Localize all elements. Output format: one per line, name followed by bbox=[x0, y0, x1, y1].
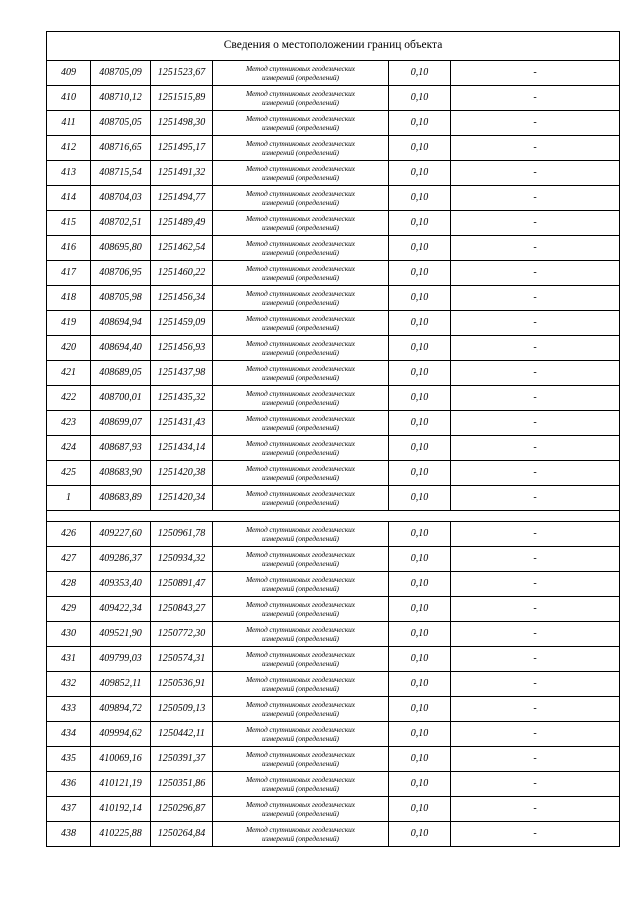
method-line-2: измерений (определений) bbox=[262, 634, 339, 643]
method-line-2: измерений (определений) bbox=[262, 398, 339, 407]
x-coordinate-cell: 408695,80 bbox=[91, 236, 151, 261]
y-coordinate-cell: 1251460,22 bbox=[151, 261, 213, 286]
accuracy-cell: 0,10 bbox=[389, 772, 451, 797]
point-number-cell: 418 bbox=[47, 286, 91, 311]
description-cell: - bbox=[451, 386, 620, 411]
method-line-2: измерений (определений) bbox=[262, 759, 339, 768]
description-cell: - bbox=[451, 486, 620, 511]
x-coordinate-cell: 408716,65 bbox=[91, 136, 151, 161]
method-line-1: Метод спутниковых геодезических bbox=[245, 549, 356, 559]
point-number-cell: 421 bbox=[47, 361, 91, 386]
accuracy-cell: 0,10 bbox=[389, 461, 451, 486]
point-number-cell: 415 bbox=[47, 211, 91, 236]
method-cell bbox=[213, 361, 389, 386]
boundary-coordinates-sheet bbox=[46, 31, 619, 847]
y-coordinate-cell: 1251515,89 bbox=[151, 86, 213, 111]
x-coordinate-cell: 408705,09 bbox=[91, 61, 151, 86]
method-line-2: измерений (определений) bbox=[262, 148, 339, 157]
method-line-2: измерений (определений) bbox=[262, 659, 339, 668]
y-coordinate-cell: 1251431,43 bbox=[151, 411, 213, 436]
accuracy-cell: 0,10 bbox=[389, 311, 451, 336]
y-coordinate-cell: 1250536,91 bbox=[151, 672, 213, 697]
method-line-1: Метод спутниковых геодезических bbox=[245, 624, 356, 634]
x-coordinate-cell: 410192,14 bbox=[91, 797, 151, 822]
y-coordinate-cell: 1251435,32 bbox=[151, 386, 213, 411]
description-cell: - bbox=[451, 61, 620, 86]
method-cell bbox=[213, 772, 389, 797]
table-row bbox=[47, 336, 620, 361]
method-cell bbox=[213, 461, 389, 486]
method-cell bbox=[213, 111, 389, 136]
table-row bbox=[47, 547, 620, 572]
table-row bbox=[47, 286, 620, 311]
accuracy-cell: 0,10 bbox=[389, 486, 451, 511]
x-coordinate-cell: 409894,72 bbox=[91, 697, 151, 722]
accuracy-cell: 0,10 bbox=[389, 597, 451, 622]
description-cell: - bbox=[451, 547, 620, 572]
y-coordinate-cell: 1251523,67 bbox=[151, 61, 213, 86]
x-coordinate-cell: 408694,40 bbox=[91, 336, 151, 361]
method-line-1: Метод спутниковых геодезических bbox=[245, 438, 356, 448]
method-line-1: Метод спутниковых геодезических bbox=[245, 749, 356, 759]
method-line-1: Метод спутниковых геодезических bbox=[245, 163, 356, 173]
accuracy-cell: 0,10 bbox=[389, 211, 451, 236]
point-number-cell: 426 bbox=[47, 522, 91, 547]
y-coordinate-cell: 1250574,31 bbox=[151, 647, 213, 672]
table-row bbox=[47, 361, 620, 386]
method-line-2: измерений (определений) bbox=[262, 834, 339, 843]
y-coordinate-cell: 1250961,78 bbox=[151, 522, 213, 547]
method-line-1: Метод спутниковых геодезических bbox=[245, 524, 356, 534]
method-cell bbox=[213, 672, 389, 697]
method-cell bbox=[213, 697, 389, 722]
description-cell: - bbox=[451, 336, 620, 361]
method-line-2: измерений (определений) bbox=[262, 348, 339, 357]
x-coordinate-cell: 408706,95 bbox=[91, 261, 151, 286]
description-cell: - bbox=[451, 136, 620, 161]
method-cell bbox=[213, 261, 389, 286]
method-line-2: измерений (определений) bbox=[262, 809, 339, 818]
method-line-2: измерений (определений) bbox=[262, 448, 339, 457]
method-line-2: измерений (определений) bbox=[262, 298, 339, 307]
method-cell bbox=[213, 211, 389, 236]
point-number-cell: 410 bbox=[47, 86, 91, 111]
table-row bbox=[47, 522, 620, 547]
table-row bbox=[47, 411, 620, 436]
method-cell bbox=[213, 136, 389, 161]
y-coordinate-cell: 1250772,30 bbox=[151, 622, 213, 647]
table-row bbox=[47, 697, 620, 722]
method-line-1: Метод спутниковых геодезических bbox=[245, 238, 356, 248]
method-line-2: измерений (определений) bbox=[262, 473, 339, 482]
description-cell: - bbox=[451, 747, 620, 772]
y-coordinate-cell: 1251495,17 bbox=[151, 136, 213, 161]
method-line-1: Метод спутниковых геодезических bbox=[245, 649, 356, 659]
method-line-2: измерений (определений) bbox=[262, 123, 339, 132]
accuracy-cell: 0,10 bbox=[389, 672, 451, 697]
y-coordinate-cell: 1251498,30 bbox=[151, 111, 213, 136]
description-cell: - bbox=[451, 572, 620, 597]
x-coordinate-cell: 409994,62 bbox=[91, 722, 151, 747]
table-row bbox=[47, 461, 620, 486]
table-row bbox=[47, 436, 620, 461]
method-cell bbox=[213, 286, 389, 311]
method-cell bbox=[213, 336, 389, 361]
method-cell bbox=[213, 386, 389, 411]
point-number-cell: 435 bbox=[47, 747, 91, 772]
x-coordinate-cell: 408689,05 bbox=[91, 361, 151, 386]
method-cell bbox=[213, 436, 389, 461]
y-coordinate-cell: 1251420,34 bbox=[151, 486, 213, 511]
method-line-1: Метод спутниковых геодезических bbox=[245, 263, 356, 273]
y-coordinate-cell: 1251491,32 bbox=[151, 161, 213, 186]
method-line-1: Метод спутниковых геодезических bbox=[245, 724, 356, 734]
method-line-2: измерений (определений) bbox=[262, 584, 339, 593]
table-row bbox=[47, 161, 620, 186]
table-row bbox=[47, 386, 620, 411]
description-cell: - bbox=[451, 311, 620, 336]
x-coordinate-cell: 408705,98 bbox=[91, 286, 151, 311]
x-coordinate-cell: 408683,89 bbox=[91, 486, 151, 511]
method-line-1: Метод спутниковых геодезических bbox=[245, 799, 356, 809]
accuracy-cell: 0,10 bbox=[389, 136, 451, 161]
point-number-cell: 424 bbox=[47, 436, 91, 461]
point-number-cell: 413 bbox=[47, 161, 91, 186]
point-number-cell: 431 bbox=[47, 647, 91, 672]
method-line-2: измерений (определений) bbox=[262, 273, 339, 282]
accuracy-cell: 0,10 bbox=[389, 747, 451, 772]
method-line-2: измерений (определений) bbox=[262, 534, 339, 543]
y-coordinate-cell: 1251456,93 bbox=[151, 336, 213, 361]
method-line-2: измерений (определений) bbox=[262, 73, 339, 82]
method-line-1: Метод спутниковых геодезических bbox=[245, 188, 356, 198]
point-number-cell: 433 bbox=[47, 697, 91, 722]
method-line-1: Метод спутниковых геодезических bbox=[245, 674, 356, 684]
point-number-cell: 423 bbox=[47, 411, 91, 436]
x-coordinate-cell: 409286,37 bbox=[91, 547, 151, 572]
accuracy-cell: 0,10 bbox=[389, 622, 451, 647]
x-coordinate-cell: 409422,34 bbox=[91, 597, 151, 622]
description-cell: - bbox=[451, 161, 620, 186]
method-cell bbox=[213, 86, 389, 111]
table-row bbox=[47, 747, 620, 772]
x-coordinate-cell: 408700,01 bbox=[91, 386, 151, 411]
table-body bbox=[47, 32, 620, 847]
y-coordinate-cell: 1251456,34 bbox=[151, 286, 213, 311]
point-number-cell: 416 bbox=[47, 236, 91, 261]
y-coordinate-cell: 1251459,09 bbox=[151, 311, 213, 336]
method-cell bbox=[213, 311, 389, 336]
description-cell: - bbox=[451, 261, 620, 286]
description-cell: - bbox=[451, 361, 620, 386]
method-cell bbox=[213, 822, 389, 847]
table-row bbox=[47, 211, 620, 236]
method-cell bbox=[213, 572, 389, 597]
method-cell bbox=[213, 722, 389, 747]
description-cell: - bbox=[451, 597, 620, 622]
description-cell: - bbox=[451, 436, 620, 461]
table-row bbox=[47, 486, 620, 511]
point-number-cell: 417 bbox=[47, 261, 91, 286]
y-coordinate-cell: 1250296,87 bbox=[151, 797, 213, 822]
description-cell: - bbox=[451, 411, 620, 436]
description-cell: - bbox=[451, 697, 620, 722]
boundary-coordinates-table bbox=[46, 31, 620, 847]
table-row bbox=[47, 111, 620, 136]
accuracy-cell: 0,10 bbox=[389, 522, 451, 547]
y-coordinate-cell: 1250442,11 bbox=[151, 722, 213, 747]
x-coordinate-cell: 410121,19 bbox=[91, 772, 151, 797]
method-line-1: Метод спутниковых геодезических bbox=[245, 488, 356, 498]
accuracy-cell: 0,10 bbox=[389, 161, 451, 186]
description-cell: - bbox=[451, 622, 620, 647]
method-line-1: Метод спутниковых геодезических bbox=[245, 388, 356, 398]
method-cell bbox=[213, 161, 389, 186]
point-number-cell: 414 bbox=[47, 186, 91, 211]
method-line-1: Метод спутниковых геодезических bbox=[245, 574, 356, 584]
table-title: Сведения о местоположении границ объекта bbox=[47, 32, 620, 61]
accuracy-cell: 0,10 bbox=[389, 697, 451, 722]
method-line-2: измерений (определений) bbox=[262, 98, 339, 107]
method-cell bbox=[213, 797, 389, 822]
y-coordinate-cell: 1250391,37 bbox=[151, 747, 213, 772]
method-cell bbox=[213, 622, 389, 647]
description-cell: - bbox=[451, 672, 620, 697]
y-coordinate-cell: 1251462,54 bbox=[151, 236, 213, 261]
description-cell: - bbox=[451, 797, 620, 822]
table-row bbox=[47, 797, 620, 822]
method-line-1: Метод спутниковых геодезических bbox=[245, 599, 356, 609]
table-row bbox=[47, 311, 620, 336]
accuracy-cell: 0,10 bbox=[389, 411, 451, 436]
point-number-cell: 420 bbox=[47, 336, 91, 361]
group-separator-row bbox=[47, 511, 620, 522]
y-coordinate-cell: 1251494,77 bbox=[151, 186, 213, 211]
method-line-1: Метод спутниковых геодезических bbox=[245, 699, 356, 709]
description-cell: - bbox=[451, 772, 620, 797]
method-cell bbox=[213, 547, 389, 572]
accuracy-cell: 0,10 bbox=[389, 336, 451, 361]
method-line-2: измерений (определений) bbox=[262, 423, 339, 432]
table-row bbox=[47, 722, 620, 747]
method-line-2: измерений (определений) bbox=[262, 784, 339, 793]
x-coordinate-cell: 408715,54 bbox=[91, 161, 151, 186]
table-row bbox=[47, 672, 620, 697]
accuracy-cell: 0,10 bbox=[389, 86, 451, 111]
x-coordinate-cell: 410225,88 bbox=[91, 822, 151, 847]
accuracy-cell: 0,10 bbox=[389, 61, 451, 86]
table-row bbox=[47, 136, 620, 161]
point-number-cell: 437 bbox=[47, 797, 91, 822]
x-coordinate-cell: 409521,90 bbox=[91, 622, 151, 647]
table-row bbox=[47, 822, 620, 847]
point-number-cell: 434 bbox=[47, 722, 91, 747]
method-line-2: измерений (определений) bbox=[262, 373, 339, 382]
point-number-cell: 432 bbox=[47, 672, 91, 697]
x-coordinate-cell: 409799,03 bbox=[91, 647, 151, 672]
y-coordinate-cell: 1250509,13 bbox=[151, 697, 213, 722]
method-line-2: измерений (определений) bbox=[262, 498, 339, 507]
description-cell: - bbox=[451, 111, 620, 136]
accuracy-cell: 0,10 bbox=[389, 547, 451, 572]
method-line-2: измерений (определений) bbox=[262, 609, 339, 618]
method-line-1: Метод спутниковых геодезических bbox=[245, 463, 356, 473]
method-line-1: Метод спутниковых геодезических bbox=[245, 63, 356, 73]
table-row bbox=[47, 622, 620, 647]
point-number-cell: 429 bbox=[47, 597, 91, 622]
point-number-cell: 425 bbox=[47, 461, 91, 486]
accuracy-cell: 0,10 bbox=[389, 111, 451, 136]
accuracy-cell: 0,10 bbox=[389, 572, 451, 597]
description-cell: - bbox=[451, 522, 620, 547]
description-cell: - bbox=[451, 722, 620, 747]
x-coordinate-cell: 408702,51 bbox=[91, 211, 151, 236]
method-line-1: Метод спутниковых геодезических bbox=[245, 774, 356, 784]
method-cell bbox=[213, 597, 389, 622]
x-coordinate-cell: 408705,05 bbox=[91, 111, 151, 136]
accuracy-cell: 0,10 bbox=[389, 186, 451, 211]
point-number-cell: 430 bbox=[47, 622, 91, 647]
x-coordinate-cell: 409852,11 bbox=[91, 672, 151, 697]
method-cell bbox=[213, 747, 389, 772]
table-row bbox=[47, 186, 620, 211]
method-line-2: измерений (определений) bbox=[262, 248, 339, 257]
accuracy-cell: 0,10 bbox=[389, 361, 451, 386]
x-coordinate-cell: 408687,93 bbox=[91, 436, 151, 461]
y-coordinate-cell: 1251437,98 bbox=[151, 361, 213, 386]
description-cell: - bbox=[451, 822, 620, 847]
accuracy-cell: 0,10 bbox=[389, 722, 451, 747]
x-coordinate-cell: 408710,12 bbox=[91, 86, 151, 111]
table-row bbox=[47, 772, 620, 797]
x-coordinate-cell: 408699,07 bbox=[91, 411, 151, 436]
method-line-1: Метод спутниковых геодезических bbox=[245, 413, 356, 423]
y-coordinate-cell: 1251434,14 bbox=[151, 436, 213, 461]
point-number-cell: 428 bbox=[47, 572, 91, 597]
point-number-cell: 412 bbox=[47, 136, 91, 161]
method-line-1: Метод спутниковых геодезических bbox=[245, 363, 356, 373]
method-line-1: Метод спутниковых геодезических bbox=[245, 288, 356, 298]
table-title-row bbox=[47, 32, 620, 61]
table-row bbox=[47, 572, 620, 597]
point-number-cell: 411 bbox=[47, 111, 91, 136]
y-coordinate-cell: 1250843,27 bbox=[151, 597, 213, 622]
method-line-2: измерений (определений) bbox=[262, 223, 339, 232]
method-line-2: измерений (определений) bbox=[262, 734, 339, 743]
method-cell bbox=[213, 647, 389, 672]
accuracy-cell: 0,10 bbox=[389, 436, 451, 461]
accuracy-cell: 0,10 bbox=[389, 797, 451, 822]
method-line-2: измерений (определений) bbox=[262, 559, 339, 568]
accuracy-cell: 0,10 bbox=[389, 647, 451, 672]
method-cell bbox=[213, 61, 389, 86]
point-number-cell: 427 bbox=[47, 547, 91, 572]
table-row bbox=[47, 86, 620, 111]
method-line-2: измерений (определений) bbox=[262, 684, 339, 693]
x-coordinate-cell: 410069,16 bbox=[91, 747, 151, 772]
x-coordinate-cell: 408683,90 bbox=[91, 461, 151, 486]
accuracy-cell: 0,10 bbox=[389, 261, 451, 286]
description-cell: - bbox=[451, 186, 620, 211]
description-cell: - bbox=[451, 236, 620, 261]
point-number-cell: 1 bbox=[47, 486, 91, 511]
group-separator bbox=[47, 511, 620, 522]
method-line-1: Метод спутниковых геодезических bbox=[245, 824, 356, 834]
description-cell: - bbox=[451, 86, 620, 111]
method-line-1: Метод спутниковых геодезических bbox=[245, 113, 356, 123]
method-line-1: Метод спутниковых геодезических bbox=[245, 338, 356, 348]
method-line-1: Метод спутниковых геодезических bbox=[245, 213, 356, 223]
method-line-1: Метод спутниковых геодезических bbox=[245, 88, 356, 98]
method-cell bbox=[213, 186, 389, 211]
description-cell: - bbox=[451, 211, 620, 236]
description-cell: - bbox=[451, 647, 620, 672]
method-line-2: измерений (определений) bbox=[262, 709, 339, 718]
table-row bbox=[47, 647, 620, 672]
x-coordinate-cell: 409227,60 bbox=[91, 522, 151, 547]
table-row bbox=[47, 597, 620, 622]
method-line-2: измерений (определений) bbox=[262, 323, 339, 332]
y-coordinate-cell: 1250264,84 bbox=[151, 822, 213, 847]
description-cell: - bbox=[451, 286, 620, 311]
point-number-cell: 419 bbox=[47, 311, 91, 336]
method-cell bbox=[213, 411, 389, 436]
point-number-cell: 409 bbox=[47, 61, 91, 86]
description-cell: - bbox=[451, 461, 620, 486]
x-coordinate-cell: 408704,03 bbox=[91, 186, 151, 211]
accuracy-cell: 0,10 bbox=[389, 822, 451, 847]
table-row bbox=[47, 61, 620, 86]
y-coordinate-cell: 1251489,49 bbox=[151, 211, 213, 236]
method-cell bbox=[213, 486, 389, 511]
point-number-cell: 438 bbox=[47, 822, 91, 847]
x-coordinate-cell: 409353,40 bbox=[91, 572, 151, 597]
accuracy-cell: 0,10 bbox=[389, 286, 451, 311]
y-coordinate-cell: 1250934,32 bbox=[151, 547, 213, 572]
point-number-cell: 436 bbox=[47, 772, 91, 797]
method-line-1: Метод спутниковых геодезических bbox=[245, 138, 356, 148]
table-row bbox=[47, 261, 620, 286]
method-cell bbox=[213, 522, 389, 547]
y-coordinate-cell: 1250891,47 bbox=[151, 572, 213, 597]
point-number-cell: 422 bbox=[47, 386, 91, 411]
method-line-1: Метод спутниковых геодезических bbox=[245, 313, 356, 323]
method-cell bbox=[213, 236, 389, 261]
accuracy-cell: 0,10 bbox=[389, 386, 451, 411]
method-line-2: измерений (определений) bbox=[262, 173, 339, 182]
x-coordinate-cell: 408694,94 bbox=[91, 311, 151, 336]
table-row bbox=[47, 236, 620, 261]
accuracy-cell: 0,10 bbox=[389, 236, 451, 261]
method-line-2: измерений (определений) bbox=[262, 198, 339, 207]
y-coordinate-cell: 1250351,86 bbox=[151, 772, 213, 797]
y-coordinate-cell: 1251420,38 bbox=[151, 461, 213, 486]
